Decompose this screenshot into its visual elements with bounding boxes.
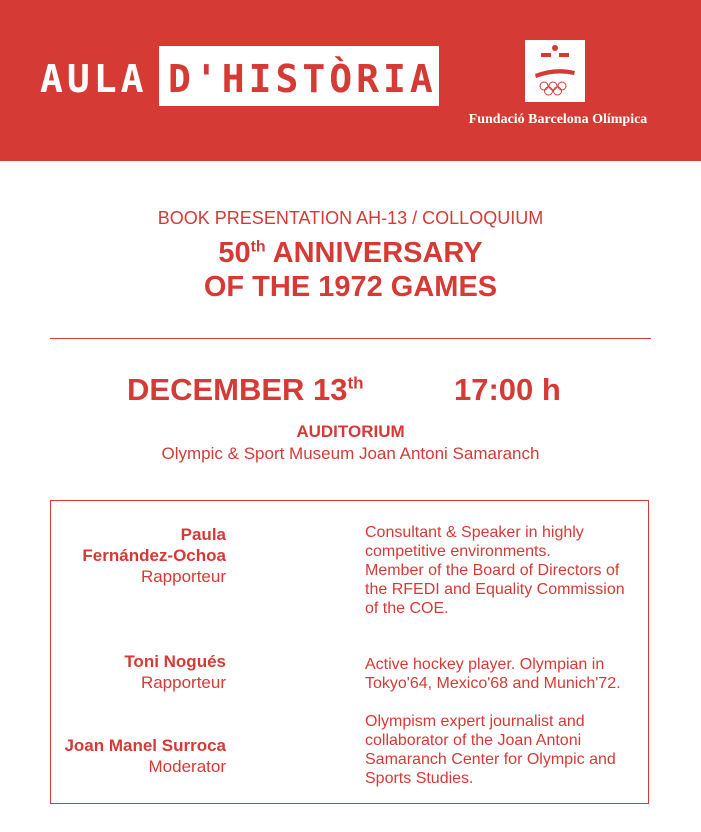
speaker-1 — [82, 524, 226, 587]
venue-label: AUDITORIUM — [296, 422, 405, 441]
speaker-2-bio — [365, 655, 665, 693]
speaker-3-bio-line: Olympism expert journalist and — [365, 713, 585, 730]
speaker-1-bio — [365, 523, 665, 618]
speaker-1-name-line1: Paula — [180, 525, 226, 544]
title-line2: OF THE 1972 GAMES — [203, 271, 498, 303]
speaker-1-bio-line: competitive environments. — [365, 543, 551, 560]
aula-wordmark: AULA — [40, 57, 148, 101]
speaker-2 — [124, 651, 226, 693]
speaker-3-bio-line: Sports Studies. — [365, 770, 474, 787]
event-date — [127, 372, 364, 408]
speaker-2-name: Toni Nogués — [124, 652, 226, 671]
event-title — [0, 236, 701, 304]
divider — [50, 338, 651, 339]
speakers-panel — [50, 500, 649, 804]
speaker-2-bio-line: Tokyo'64, Mexico'68 and Munich'72. — [365, 675, 621, 692]
speaker-3-bio-line: collaborator of the Joan Antoni — [365, 732, 582, 749]
speaker-1-bio-line: Consultant & Speaker in highly — [365, 524, 584, 541]
speaker-1-bio-line: Member of the Board of Directors of — [365, 562, 620, 579]
speaker-1-name-line2: Fernández-Ochoa — [82, 546, 226, 565]
speaker-2-role: Rapporteur — [140, 673, 226, 692]
title-number: 50 — [218, 237, 251, 269]
barcelona-olympic-logo-icon — [525, 40, 585, 102]
foundation-name: Fundació Barcelona Olímpica — [468, 112, 648, 127]
speaker-3-bio-line: Samaranch Center for Olympic and — [365, 751, 616, 768]
speaker-3 — [64, 735, 226, 777]
speaker-1-bio-line: the RFEDI and Equality Commission — [365, 581, 625, 598]
speaker-2-bio-line: Active hockey player. Olympian in — [365, 656, 605, 673]
speaker-3-name: Joan Manel Surroca — [64, 736, 226, 755]
title-ordinal: th — [250, 238, 266, 256]
date-text: DECEMBER 13 — [127, 372, 348, 407]
speaker-3-role: Moderator — [148, 757, 226, 776]
event-subtitle: BOOK PRESENTATION AH-13 / COLLOQUIUM — [157, 208, 544, 228]
historia-wordmark: D'HISTÒRIA — [168, 57, 437, 101]
header-banner — [0, 0, 701, 161]
speaker-1-bio-line: of the COE. — [365, 600, 449, 617]
title-line1-rest: ANNIVERSARY — [265, 237, 483, 269]
speaker-3-bio — [365, 712, 665, 788]
event-time: 17:00 h — [454, 372, 561, 407]
venue-name: Olympic & Sport Museum Joan Antoni Samaranch — [161, 444, 540, 463]
speaker-1-role: Rapporteur — [140, 567, 226, 586]
date-ordinal: th — [347, 373, 364, 393]
